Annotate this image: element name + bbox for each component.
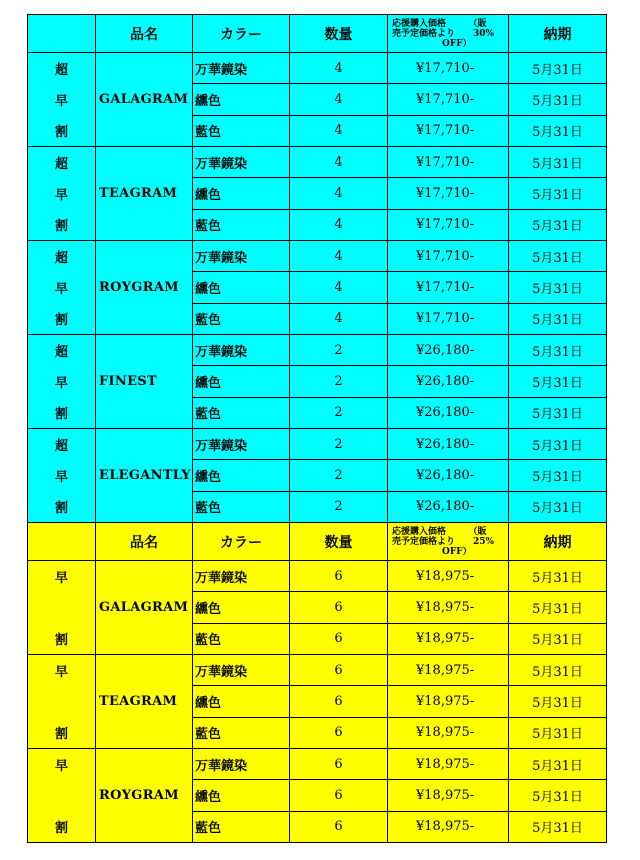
date-cell: 5月31日 [509,460,607,491]
discount-mark-char: 割 [54,407,68,422]
discount-mark-char: 早 [54,94,68,109]
table-row [28,147,607,178]
color-cell: 纁色 [193,686,290,717]
qty-cell: 2 [290,460,388,491]
price-cell: ¥26,180- [388,460,509,491]
price-cell: ¥17,710- [388,303,509,334]
discount-mark-text [28,147,95,240]
date-cell: 5月31日 [509,717,607,748]
product-name: GALAGRAM [96,53,193,147]
qty-cell: 6 [290,592,388,623]
price-cell: ¥17,710- [388,147,509,178]
header-price-line: 売予定価格より 25% [392,536,495,547]
qty-cell: 4 [290,178,388,209]
discount-mark-char: 割 [54,727,68,742]
discount-mark [28,335,96,429]
table-row [28,749,607,780]
table-row [28,429,607,460]
price-cell: ¥18,975- [388,717,509,748]
date-cell: 5月31日 [509,178,607,209]
header-price [388,523,509,561]
color-cell: 藍色 [193,491,290,522]
price-cell: ¥17,710- [388,209,509,240]
header-price-line: 売予定価格より 30% [392,28,495,39]
price-sheet [27,14,607,843]
color-cell: 藍色 [193,623,290,654]
header-date: 納期 [509,523,607,561]
header-price-line: 応援購入価格 （販 [392,526,487,537]
header-qty: 数量 [290,15,388,53]
color-cell: 万華鏡染 [193,241,290,272]
date-cell: 5月31日 [509,623,607,654]
price-cell: ¥18,975- [388,686,509,717]
header-row [28,523,607,561]
color-cell: 万華鏡染 [193,53,290,84]
qty-cell: 6 [290,717,388,748]
discount-mark-char: 早 [54,282,68,297]
color-cell: 藍色 [193,397,290,428]
table-row [28,241,607,272]
header-name: 品名 [96,15,193,53]
discount-mark-char: 早 [54,665,68,680]
discount-mark [28,53,96,147]
price-cell: ¥18,975- [388,655,509,686]
qty-cell: 4 [290,147,388,178]
date-cell: 5月31日 [509,84,607,115]
date-cell: 5月31日 [509,272,607,303]
product-name: FINEST [96,335,193,429]
price-cell: ¥18,975- [388,623,509,654]
header-name: 品名 [96,523,193,561]
table-row [28,335,607,366]
qty-cell: 6 [290,749,388,780]
header-price-line: 応援購入価格 （販 [392,18,487,29]
color-cell: 万華鏡染 [193,147,290,178]
price-cell: ¥18,975- [388,592,509,623]
price-table [27,14,607,843]
qty-cell: 6 [290,811,388,842]
discount-mark-char: 早 [54,188,68,203]
discount-mark-char: 割 [54,633,68,648]
date-cell: 5月31日 [509,241,607,272]
discount-mark-char: 超 [54,439,68,454]
price-cell: ¥26,180- [388,397,509,428]
date-cell: 5月31日 [509,749,607,780]
table-row [28,655,607,686]
qty-cell: 2 [290,366,388,397]
color-cell: 藍色 [193,115,290,146]
date-cell: 5月31日 [509,397,607,428]
table-row [28,53,607,84]
discount-mark-text [28,749,95,842]
product-name: TEAGRAM [96,147,193,241]
color-cell: 万華鏡染 [193,749,290,780]
header-price-line: OFF） [442,546,472,557]
date-cell: 5月31日 [509,366,607,397]
header-qty: 数量 [290,523,388,561]
qty-cell: 4 [290,209,388,240]
color-cell: 藍色 [193,209,290,240]
price-cell: ¥17,710- [388,53,509,84]
qty-cell: 4 [290,272,388,303]
date-cell: 5月31日 [509,303,607,334]
discount-mark-char: 超 [54,63,68,78]
qty-cell: 6 [290,686,388,717]
color-cell: 藍色 [193,811,290,842]
qty-cell: 2 [290,335,388,366]
header-blank [28,15,96,53]
date-cell: 5月31日 [509,429,607,460]
color-cell: 纁色 [193,84,290,115]
price-cell: ¥26,180- [388,366,509,397]
header-blank [28,523,96,561]
discount-mark-char: 早 [54,376,68,391]
product-name: ELEGANTLY [96,429,193,523]
product-name: ROYGRAM [96,749,193,843]
discount-mark [28,561,96,655]
date-cell: 5月31日 [509,811,607,842]
color-cell: 纁色 [193,366,290,397]
discount-mark-char: 割 [54,125,68,140]
discount-mark-char: 割 [54,821,68,836]
price-cell: ¥26,180- [388,335,509,366]
color-cell: 藍色 [193,717,290,748]
price-cell: ¥26,180- [388,429,509,460]
color-cell: 万華鏡染 [193,655,290,686]
date-cell: 5月31日 [509,335,607,366]
qty-cell: 4 [290,303,388,334]
discount-mark-char: 超 [54,157,68,172]
color-cell: 纁色 [193,780,290,811]
color-cell: 纁色 [193,178,290,209]
date-cell: 5月31日 [509,655,607,686]
color-cell: 纁色 [193,592,290,623]
qty-cell: 4 [290,84,388,115]
qty-cell: 4 [290,115,388,146]
price-cell: ¥18,975- [388,780,509,811]
price-cell: ¥18,975- [388,561,509,592]
color-cell: 万華鏡染 [193,561,290,592]
product-name: GALAGRAM [96,561,193,655]
discount-mark-char: 早 [54,470,68,485]
date-cell: 5月31日 [509,53,607,84]
discount-mark [28,429,96,523]
discount-mark-char: 割 [54,313,68,328]
header-color: カラー [193,15,290,53]
color-cell: 万華鏡染 [193,429,290,460]
date-cell: 5月31日 [509,561,607,592]
date-cell: 5月31日 [509,780,607,811]
header-row [28,15,607,53]
product-name: ROYGRAM [96,241,193,335]
price-cell: ¥26,180- [388,491,509,522]
date-cell: 5月31日 [509,115,607,146]
header-date: 納期 [509,15,607,53]
price-cell: ¥18,975- [388,811,509,842]
date-cell: 5月31日 [509,592,607,623]
discount-mark-char: 超 [54,251,68,266]
price-cell: ¥17,710- [388,178,509,209]
price-cell: ¥18,975- [388,749,509,780]
qty-cell: 2 [290,429,388,460]
discount-mark [28,241,96,335]
price-cell: ¥17,710- [388,272,509,303]
discount-mark-char: 早 [54,571,68,586]
table-row [28,561,607,592]
price-cell: ¥17,710- [388,115,509,146]
discount-mark-char: 割 [54,501,68,516]
color-cell: 纁色 [193,460,290,491]
price-cell: ¥17,710- [388,241,509,272]
discount-mark-text [28,241,95,334]
date-cell: 5月31日 [509,147,607,178]
discount-mark-text [28,53,95,146]
discount-mark-text [28,429,95,522]
header-price [388,15,509,53]
qty-cell: 6 [290,780,388,811]
discount-mark-text [28,655,95,748]
qty-cell: 4 [290,241,388,272]
discount-mark-text [28,561,95,654]
product-name: TEAGRAM [96,655,193,749]
discount-mark [28,749,96,843]
date-cell: 5月31日 [509,209,607,240]
qty-cell: 6 [290,623,388,654]
discount-mark-char: 超 [54,345,68,360]
date-cell: 5月31日 [509,686,607,717]
qty-cell: 4 [290,53,388,84]
header-color: カラー [193,523,290,561]
color-cell: 藍色 [193,303,290,334]
color-cell: 纁色 [193,272,290,303]
header-price-line: OFF） [442,38,472,49]
date-cell: 5月31日 [509,491,607,522]
discount-mark-char: 早 [54,759,68,774]
qty-cell: 6 [290,655,388,686]
discount-mark [28,147,96,241]
discount-mark [28,655,96,749]
discount-mark-text [28,335,95,428]
discount-mark-char: 割 [54,219,68,234]
qty-cell: 6 [290,561,388,592]
qty-cell: 2 [290,397,388,428]
price-cell: ¥17,710- [388,84,509,115]
qty-cell: 2 [290,491,388,522]
color-cell: 万華鏡染 [193,335,290,366]
